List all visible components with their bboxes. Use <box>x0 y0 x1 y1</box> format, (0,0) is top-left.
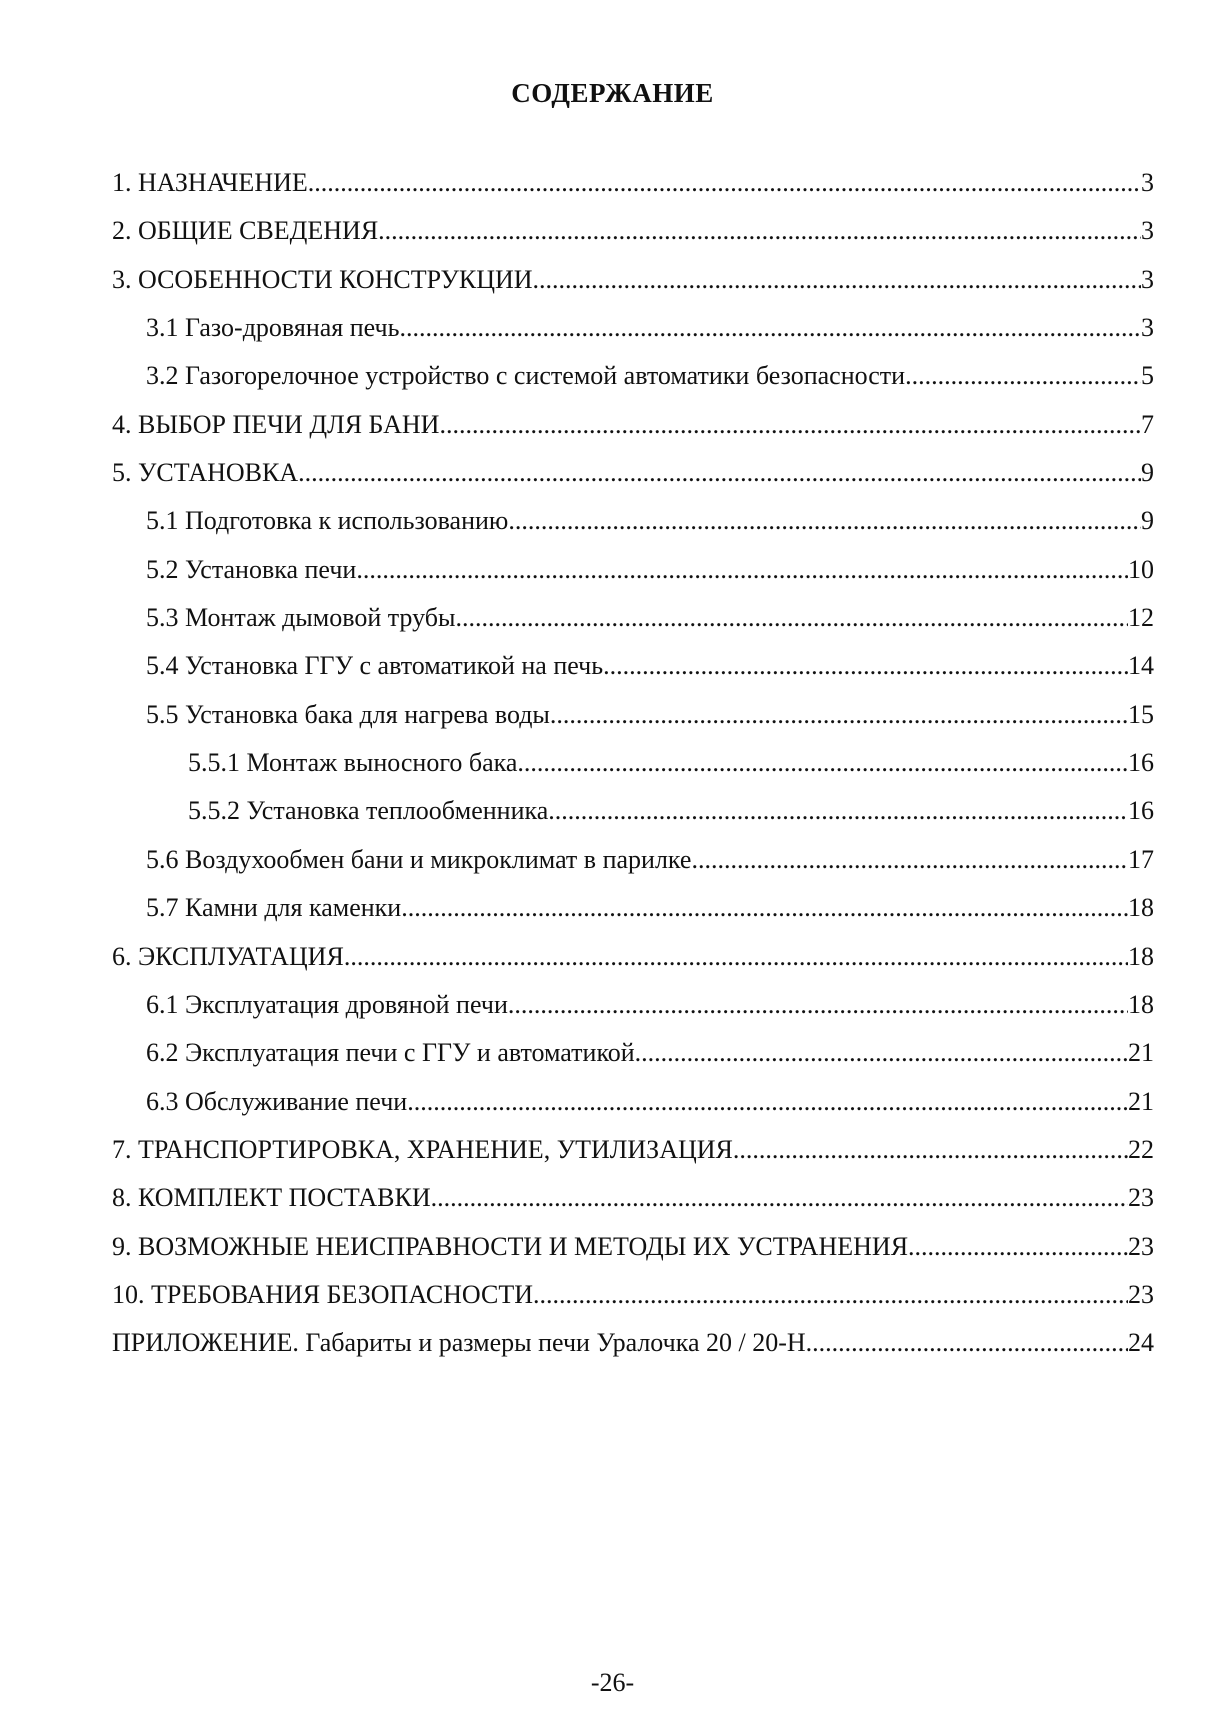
toc-entry-title: 7. ТРАНСПОРТИРОВКА, ХРАНЕНИЕ, УТИЛИЗАЦИЯ <box>112 1134 733 1164</box>
toc-entry <box>112 256 1154 304</box>
toc-dot-leader <box>308 159 1141 207</box>
toc-entry-title: 5.3 Монтаж дымовой трубы <box>146 603 456 633</box>
toc-dot-leader <box>635 1029 1128 1077</box>
toc-entry-page: 9 <box>1141 506 1154 536</box>
toc-entry-page: 21 <box>1128 1038 1154 1068</box>
toc-entry <box>112 1029 1154 1077</box>
toc-entry-title: 3.1 Газо-дровяная печь <box>146 313 400 343</box>
toc-entry-title: 6.2 Эксплуатация печи с ГГУ и автоматикой <box>146 1038 635 1068</box>
toc-entry <box>112 1271 1154 1319</box>
toc-entry-title: 4. ВЫБОР ПЕЧИ ДЛЯ БАНИ <box>112 409 440 439</box>
toc-entry-page: 9 <box>1141 458 1154 488</box>
toc-entry-title: 8. КОМПЛЕКТ ПОСТАВКИ <box>112 1183 431 1213</box>
toc-entry-title: 6.1 Эксплуатация дровяной печи <box>146 989 508 1019</box>
toc-entry-title: 9. ВОЗМОЖНЫЕ НЕИСПРАВНОСТИ И МЕТОДЫ ИХ УСТРАНЕНИЯ <box>112 1231 909 1261</box>
toc-entry-page: 18 <box>1128 893 1154 923</box>
toc-entry <box>112 449 1154 497</box>
toc-dot-leader <box>401 884 1128 932</box>
toc-entry-page: 21 <box>1128 1086 1154 1116</box>
toc-entry <box>112 1126 1154 1174</box>
toc-entry <box>112 1223 1154 1271</box>
toc-entry <box>112 304 1154 352</box>
toc-entry-page: 24 <box>1128 1328 1154 1358</box>
page-title: СОДЕРЖАНИЕ <box>511 78 714 108</box>
toc-entry-page: 10 <box>1128 554 1154 584</box>
toc-dot-leader <box>908 1223 1128 1271</box>
toc-entry <box>112 159 1154 207</box>
toc-entry <box>112 739 1154 787</box>
toc-entry-title: 5.5.1 Монтаж выносного бака <box>188 748 518 778</box>
toc-entry-page: 3 <box>1141 313 1154 343</box>
toc-entry <box>112 1078 1154 1126</box>
toc-entry-title: 5. УСТАНОВКА <box>112 458 299 488</box>
toc-entry-title: 5.2 Установка печи <box>146 554 357 584</box>
toc-entry <box>112 497 1154 545</box>
toc-entry-title: 5.7 Камни для каменки <box>146 893 402 923</box>
toc-entry-title: ПРИЛОЖЕНИЕ. Габариты и размеры печи Уралочка 20 / 20-Н <box>112 1328 806 1358</box>
toc-dot-leader <box>399 304 1141 352</box>
toc-entry <box>112 884 1154 932</box>
toc-entry-page: 16 <box>1128 748 1154 778</box>
toc-entry-page: 3 <box>1141 168 1154 197</box>
toc-entry-title: 5.4 Установка ГГУ с автоматикой на печь <box>146 651 604 681</box>
toc-entry <box>112 1319 1154 1367</box>
toc-entry-title: 3.2 Газогорелочное устройство с системой автоматики безопасности <box>146 361 906 391</box>
toc-dot-leader <box>508 497 1141 545</box>
toc-dot-leader <box>733 1126 1128 1174</box>
toc-entry-title: 2. ОБЩИЕ СВЕДЕНИЯ <box>112 216 379 246</box>
toc-entry-title: 6. ЭКСПЛУАТАЦИЯ <box>112 941 344 971</box>
toc-dot-leader <box>517 739 1128 787</box>
toc-entry <box>112 642 1154 690</box>
toc-entry-page: 7 <box>1141 409 1154 439</box>
toc-dot-leader <box>431 1174 1128 1222</box>
toc-entry-title: 10. ТРЕБОВАНИЯ БЕЗОПАСНОСТИ <box>112 1279 534 1309</box>
toc-entry-page: 23 <box>1128 1279 1154 1309</box>
toc-entry-page: 14 <box>1128 651 1154 681</box>
toc-entry-page: 16 <box>1128 796 1154 826</box>
toc-entry <box>112 836 1154 884</box>
toc-entry <box>112 207 1154 255</box>
table-of-contents <box>112 159 1154 1368</box>
toc-dot-leader <box>603 642 1128 690</box>
toc-entry-page: 18 <box>1128 941 1154 971</box>
toc-entry <box>112 981 1154 1029</box>
toc-entry-page: 18 <box>1128 989 1154 1019</box>
toc-dot-leader <box>298 449 1141 497</box>
toc-dot-leader <box>455 594 1128 642</box>
toc-entry-page: 15 <box>1128 699 1154 729</box>
toc-dot-leader <box>548 787 1128 835</box>
toc-entry <box>112 1174 1154 1222</box>
toc-entry <box>112 933 1154 981</box>
toc-dot-leader <box>691 836 1128 884</box>
toc-dot-leader <box>344 933 1128 981</box>
toc-dot-leader <box>806 1319 1128 1367</box>
toc-entry-title: 3. ОСОБЕННОСТИ КОНСТРУКЦИИ <box>112 264 533 294</box>
toc-entry-page: 23 <box>1128 1183 1154 1213</box>
toc-entry <box>112 401 1154 449</box>
toc-dot-leader <box>378 207 1141 255</box>
toc-entry <box>112 787 1154 835</box>
toc-entry-page: 22 <box>1128 1134 1154 1164</box>
toc-entry <box>112 352 1154 400</box>
toc-dot-leader <box>439 401 1141 449</box>
toc-dot-leader <box>905 352 1141 400</box>
toc-entry-title: 5.5.2 Установка теплообменника <box>188 796 549 826</box>
toc-entry-title: 5.5 Установка бака для нагрева воды <box>146 699 550 729</box>
toc-entry <box>112 594 1154 642</box>
toc-entry-page: 3 <box>1141 264 1154 294</box>
toc-dot-leader <box>550 691 1128 739</box>
toc-entry-title: 5.6 Воздухообмен бани и микроклимат в парилке <box>146 844 692 874</box>
toc-entry <box>112 691 1154 739</box>
toc-dot-leader <box>533 1271 1128 1319</box>
toc-dot-leader <box>356 546 1128 594</box>
toc-entry-page: 17 <box>1128 844 1154 874</box>
toc-dot-leader <box>533 256 1141 304</box>
page-number: -26- <box>590 1668 635 1697</box>
toc-entry-page: 12 <box>1128 603 1154 633</box>
toc-entry-title: 1. НАЗНАЧЕНИЕ <box>112 168 308 197</box>
toc-entry-page: 3 <box>1141 216 1154 246</box>
toc-entry-page: 23 <box>1128 1231 1154 1261</box>
toc-entry <box>112 546 1154 594</box>
toc-dot-leader <box>407 1078 1128 1126</box>
toc-entry-title: 5.1 Подготовка к использованию <box>146 506 509 536</box>
toc-entry-page: 5 <box>1141 361 1154 391</box>
toc-dot-leader <box>508 981 1128 1029</box>
toc-entry-title: 6.3 Обслуживание печи <box>146 1086 408 1116</box>
